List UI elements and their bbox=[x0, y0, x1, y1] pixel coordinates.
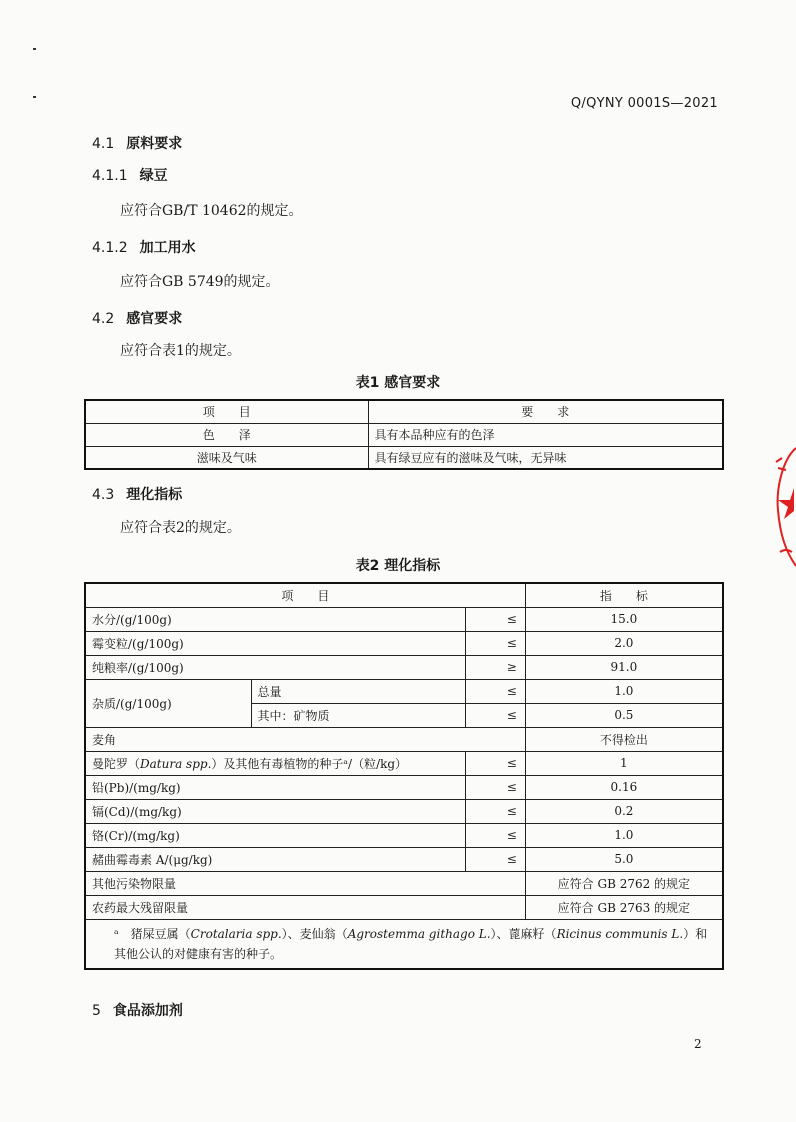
row-symbol: ≤ bbox=[465, 607, 525, 631]
row-item: 麦角 bbox=[85, 727, 525, 751]
row-symbol: ≤ bbox=[465, 751, 525, 775]
heading-4-1-2: 4.1.2 加工用水 bbox=[92, 240, 196, 256]
row-value: 0.5 bbox=[525, 703, 723, 727]
row-value: 2.0 bbox=[525, 631, 723, 655]
paragraph-4-1-2: 应符合GB 5749的规定。 bbox=[120, 274, 280, 290]
table-row bbox=[85, 751, 723, 775]
paragraph-4-1-1: 应符合GB/T 10462的规定。 bbox=[120, 203, 303, 219]
row-item: 农药最大残留限量 bbox=[85, 895, 525, 919]
row-item: 曼陀罗（Datura spp.）及其他有毒植物的种子ᵃ/（粒/kg） bbox=[85, 751, 465, 775]
page-number: 2 bbox=[694, 1037, 702, 1051]
table-row bbox=[85, 799, 723, 823]
row-item: 铅(Pb)/(mg/kg) bbox=[85, 775, 465, 799]
row-symbol: ≤ bbox=[465, 775, 525, 799]
heading-4-1: 4.1 原料要求 bbox=[92, 136, 183, 152]
row-value: 15.0 bbox=[525, 607, 723, 631]
row-item: 霉变粒/(g/100g) bbox=[85, 631, 465, 655]
table1-caption: 表1 感官要求 bbox=[355, 375, 441, 391]
row-subitem: 总量 bbox=[251, 679, 465, 703]
row-symbol: ≤ bbox=[465, 823, 525, 847]
physchem-table bbox=[84, 582, 724, 970]
table-row bbox=[85, 423, 723, 446]
row-value: 91.0 bbox=[525, 655, 723, 679]
table-row bbox=[85, 607, 723, 631]
header-index: 指 标 bbox=[525, 583, 723, 607]
row-value: 不得检出 bbox=[525, 727, 723, 751]
table-header-row bbox=[85, 583, 723, 607]
heading-4-1-1: 4.1.1 绿豆 bbox=[92, 168, 168, 184]
table-row bbox=[85, 847, 723, 871]
table-row bbox=[85, 655, 723, 679]
row-requirement: 具有本品种应有的色泽 bbox=[368, 423, 723, 446]
row-symbol: ≤ bbox=[465, 679, 525, 703]
row-symbol: ≤ bbox=[465, 703, 525, 727]
row-value: 应符合 GB 2763 的规定 bbox=[525, 895, 723, 919]
paragraph-4-3: 应符合表2的规定。 bbox=[120, 520, 241, 536]
table2-caption: 表2 理化指标 bbox=[355, 558, 441, 574]
scan-mark bbox=[33, 96, 36, 98]
row-symbol: ≤ bbox=[465, 631, 525, 655]
paragraph-4-2: 应符合表1的规定。 bbox=[120, 343, 241, 359]
table-header-row bbox=[85, 400, 723, 423]
row-item: 镉(Cd)/(mg/kg) bbox=[85, 799, 465, 823]
row-symbol: ≥ bbox=[465, 655, 525, 679]
table-row bbox=[85, 823, 723, 847]
sensory-table bbox=[84, 399, 724, 470]
row-value: 1.0 bbox=[525, 679, 723, 703]
heading-4-3: 4.3 理化指标 bbox=[92, 487, 183, 503]
row-item: 滋味及气味 bbox=[85, 446, 368, 469]
row-item: 其他污染物限量 bbox=[85, 871, 525, 895]
row-item: 杂质/(g/100g) bbox=[85, 679, 251, 727]
table-row bbox=[85, 871, 723, 895]
standard-code: Q/QYNY 0001S—2021 bbox=[570, 96, 718, 111]
heading-5: 5 食品添加剂 bbox=[92, 1003, 183, 1019]
table-row bbox=[85, 775, 723, 799]
table-row bbox=[85, 446, 723, 469]
header-item: 项 目 bbox=[85, 400, 368, 423]
row-item: 色 泽 bbox=[85, 423, 368, 446]
row-item: 水分/(g/100g) bbox=[85, 607, 465, 631]
table-row bbox=[85, 631, 723, 655]
row-value: 应符合 GB 2762 的规定 bbox=[525, 871, 723, 895]
table-row bbox=[85, 727, 723, 751]
row-symbol: ≤ bbox=[465, 799, 525, 823]
scan-mark bbox=[33, 48, 36, 50]
row-item: 铬(Cr)/(mg/kg) bbox=[85, 823, 465, 847]
row-value: 0.2 bbox=[525, 799, 723, 823]
table-row bbox=[85, 679, 723, 703]
row-item: 纯粮率/(g/100g) bbox=[85, 655, 465, 679]
row-subitem: 其中：矿物质 bbox=[251, 703, 465, 727]
row-value: 1 bbox=[525, 751, 723, 775]
header-requirement: 要 求 bbox=[368, 400, 723, 423]
heading-4-2: 4.2 感官要求 bbox=[92, 311, 183, 327]
table-footnote-row bbox=[85, 919, 723, 969]
header-item: 项 目 bbox=[85, 583, 525, 607]
row-requirement: 具有绿豆应有的滋味及气味，无异味 bbox=[368, 446, 723, 469]
table-row bbox=[85, 895, 723, 919]
row-item: 赭曲霉毒素 A/(μg/kg) bbox=[85, 847, 465, 871]
red-seal-stamp bbox=[770, 440, 796, 570]
row-value: 5.0 bbox=[525, 847, 723, 871]
row-symbol: ≤ bbox=[465, 847, 525, 871]
row-value: 1.0 bbox=[525, 823, 723, 847]
row-value: 0.16 bbox=[525, 775, 723, 799]
table-footnote: ᵃ 猪屎豆属（Crotalaria spp.）、麦仙翁（Agrostemma githago L.）、蓖麻籽（Ricinus communis L.）和其他公认的对健康有害的种子。 bbox=[85, 919, 723, 969]
